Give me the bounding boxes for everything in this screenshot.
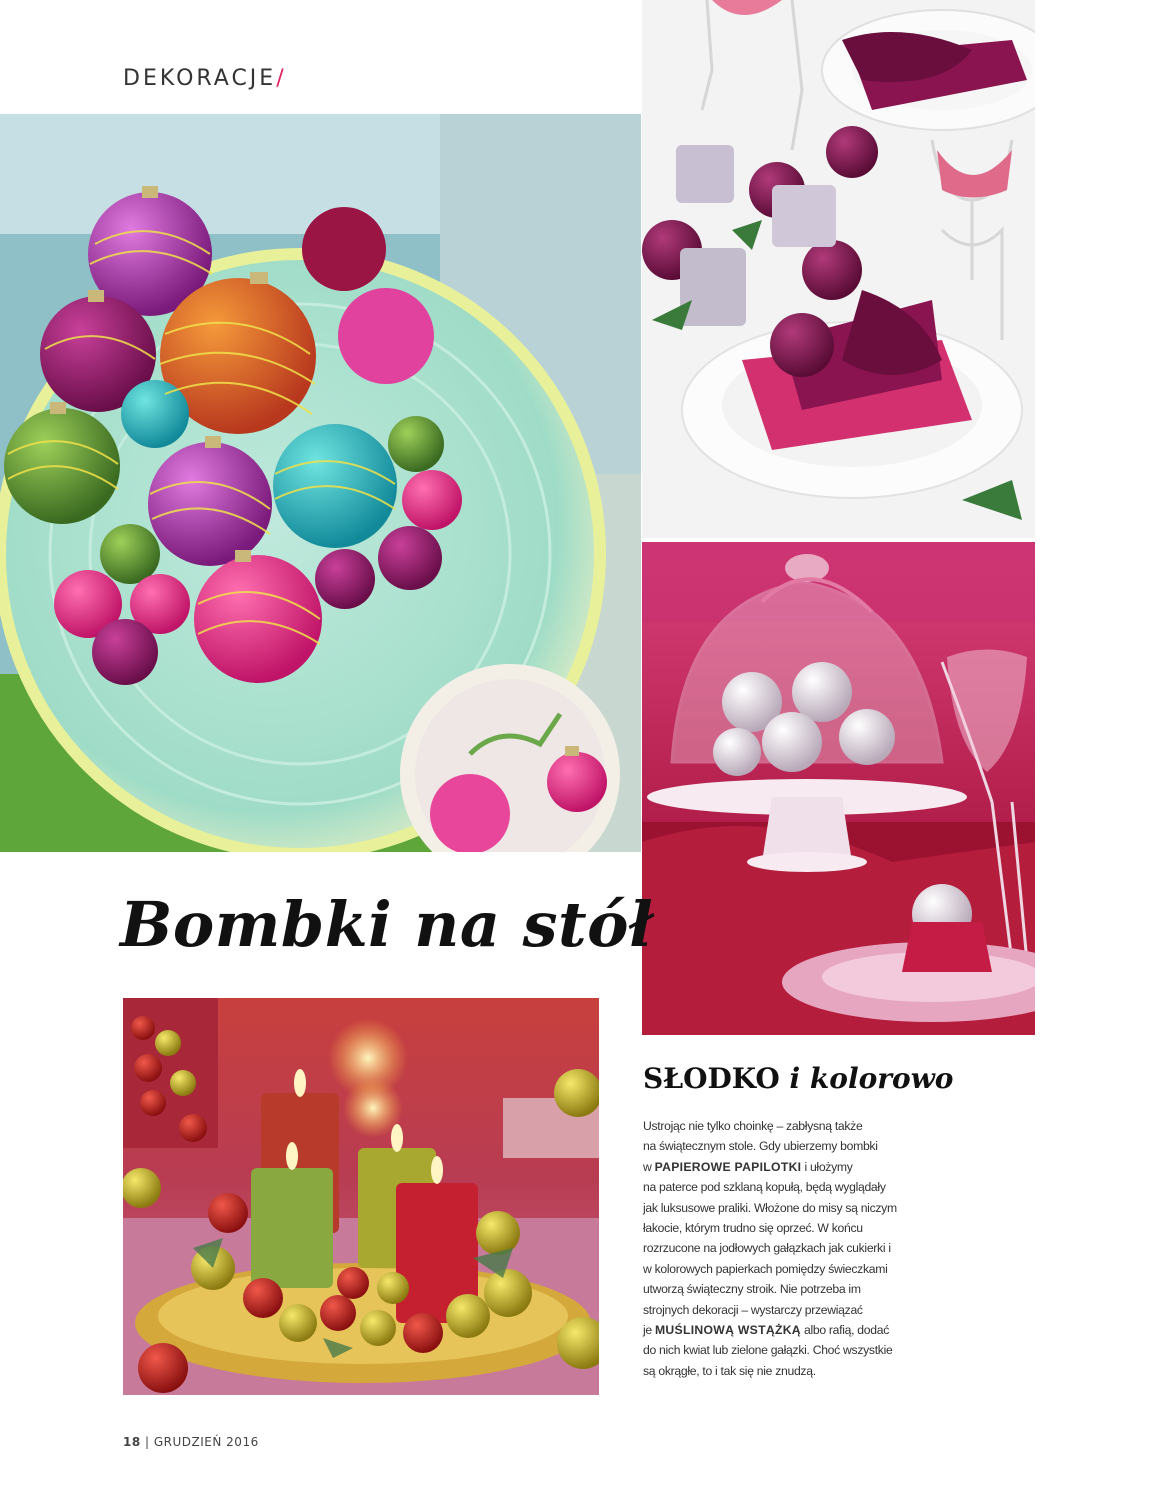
body-text-run: jak luksusowe praliki. Włożone do misy są niczym bbox=[643, 1200, 897, 1215]
photo-candle-wreath bbox=[123, 998, 599, 1395]
body-line bbox=[643, 1177, 1003, 1197]
subheading-caps: SŁODKO bbox=[643, 1062, 780, 1095]
photo-table-setting bbox=[642, 0, 1035, 538]
body-line bbox=[643, 1198, 1003, 1218]
body-line bbox=[643, 1218, 1003, 1238]
body-line bbox=[643, 1340, 1003, 1360]
body-line bbox=[643, 1238, 1003, 1258]
page-number: 18 bbox=[123, 1435, 141, 1449]
body-text-run: na świątecznym stole. Gdy ubierzemy bombki bbox=[643, 1139, 878, 1154]
body-line bbox=[643, 1157, 1003, 1177]
body-text-run: strojnych dekoracji – wystarczy przewiązać bbox=[643, 1302, 863, 1317]
body-text-run: do nich kwiat lub zielone gałązki. Choć wszystkie bbox=[643, 1343, 893, 1358]
section-slash: / bbox=[276, 66, 284, 91]
body-text-run: łakocie, którym trudno się oprzeć. W końcu bbox=[643, 1221, 863, 1236]
footer-separator: | bbox=[140, 1435, 154, 1449]
highlight-phrase: PAPIEROWE PAPILOTKI bbox=[654, 1159, 802, 1174]
article-subheading bbox=[643, 1062, 953, 1095]
page-title: Bombki na stół bbox=[120, 888, 654, 961]
body-text-run: w bbox=[643, 1159, 655, 1174]
body-text-run: na paterce pod szklaną kopułą, będą wyglądały bbox=[643, 1180, 886, 1195]
body-line bbox=[643, 1320, 1003, 1340]
photo-glass-cloche bbox=[642, 542, 1035, 1035]
issue-date: GRUDZIEŃ 2016 bbox=[153, 1435, 259, 1449]
section-label bbox=[123, 66, 284, 91]
section-name: DEKORACJE bbox=[123, 66, 277, 91]
body-text-run: je bbox=[643, 1323, 655, 1338]
body-line bbox=[643, 1116, 1003, 1136]
body-text-run: utworzą świąteczny stroik. Nie potrzeba im bbox=[643, 1282, 861, 1297]
body-line bbox=[643, 1361, 1003, 1381]
body-text-run: w kolorowych papierkach pomiędzy świeczkami bbox=[643, 1261, 888, 1276]
subheading-rest: i kolorowo bbox=[779, 1062, 954, 1095]
body-text-run: rozrzucone na jodłowych gałązkach jak cukierki i bbox=[643, 1241, 891, 1256]
photo-baubles-bowl bbox=[0, 114, 641, 852]
body-text-run: Ustrojąc nie tylko choinkę – zabłysną także bbox=[643, 1119, 863, 1133]
article-body bbox=[643, 1116, 1003, 1381]
body-text-run: są okrągłe, to i tak się nie znudzą. bbox=[643, 1363, 816, 1378]
body-line bbox=[643, 1136, 1003, 1156]
page-footer bbox=[123, 1435, 259, 1449]
body-line bbox=[643, 1259, 1003, 1279]
body-text-run: albo rafią, dodać bbox=[800, 1323, 890, 1338]
body-text-run: i ułożymy bbox=[801, 1159, 853, 1174]
body-line bbox=[643, 1300, 1003, 1320]
highlight-phrase: MUŚLINOWĄ WSTĄŻKĄ bbox=[654, 1323, 801, 1338]
body-line bbox=[643, 1279, 1003, 1299]
